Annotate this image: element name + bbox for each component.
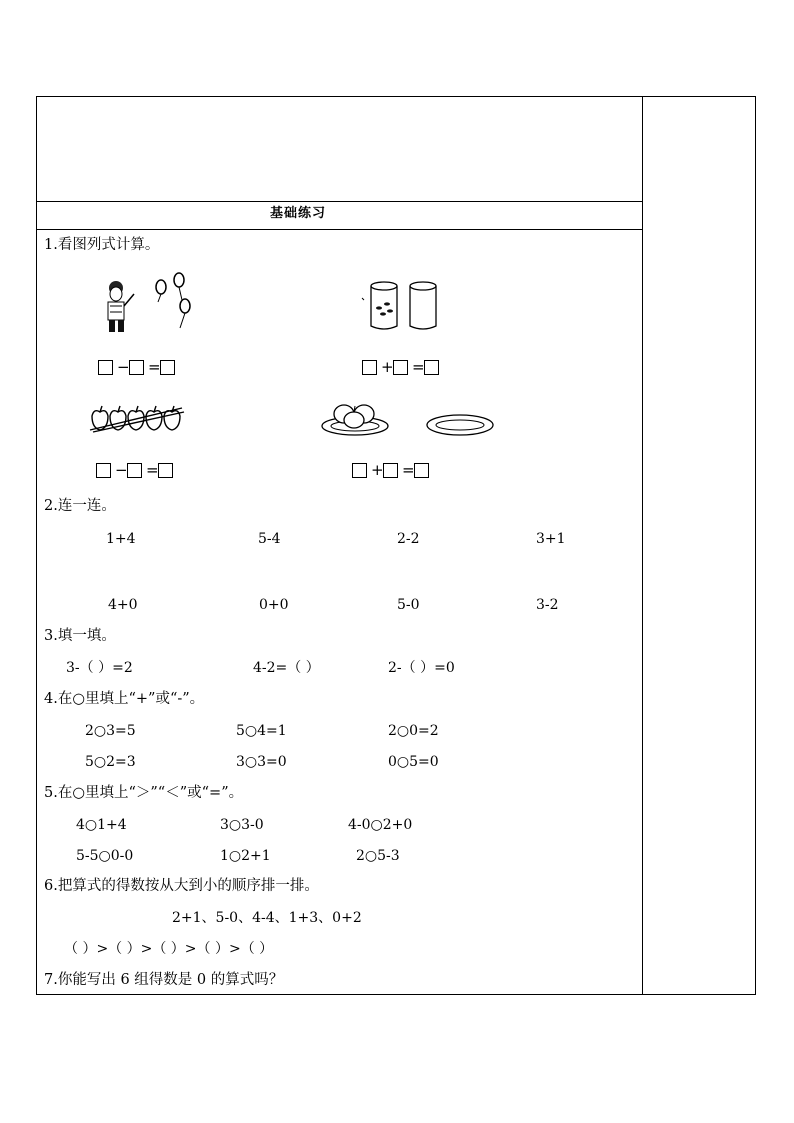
answer-box[interactable] <box>96 463 111 478</box>
answer-box[interactable] <box>393 360 408 375</box>
answer-box[interactable] <box>129 360 144 375</box>
answer-box[interactable] <box>98 360 113 375</box>
compare-item[interactable]: 4-0○2+0 <box>348 817 413 833</box>
title-divider <box>36 229 643 230</box>
plate-with-fruit-illustration <box>320 396 390 438</box>
answer-box[interactable] <box>362 360 377 375</box>
crossed-apples-illustration <box>90 404 186 434</box>
equals-sign: = <box>146 461 159 479</box>
compare-item[interactable]: 2○0=2 <box>388 723 439 739</box>
expressions-list: 2+1、5-0、4-4、1+3、0+2 <box>172 910 362 926</box>
match-item-bottom[interactable]: 0+0 <box>259 597 289 613</box>
answer-box[interactable] <box>127 463 142 478</box>
answer-box[interactable] <box>383 463 398 478</box>
question-2-title: 2.连一连。 <box>44 498 116 514</box>
equals-sign: = <box>402 461 415 479</box>
fill-blank-item[interactable]: 3-（ ）=2 <box>66 660 133 676</box>
column-divider <box>642 96 643 995</box>
equals-sign: = <box>148 358 161 376</box>
match-item-top[interactable]: 3+1 <box>536 531 566 547</box>
empty-plate-illustration <box>426 412 496 438</box>
question-3-title: 3.填一填。 <box>44 628 116 644</box>
operator: + <box>381 358 394 376</box>
answer-box[interactable] <box>424 360 439 375</box>
question-6-title: 6.把算式的得数按从大到小的顺序排一排。 <box>44 878 319 894</box>
equation-3 <box>96 461 173 479</box>
equation-4 <box>352 461 429 479</box>
answer-box[interactable] <box>160 360 175 375</box>
question-7-title: 7.你能写出 6 组得数是 0 的算式吗？ <box>44 972 284 988</box>
match-item-bottom[interactable]: 5-0 <box>397 597 420 613</box>
fill-blank-item[interactable]: 4-2=（ ） <box>253 660 320 676</box>
compare-item[interactable]: 5○4=1 <box>236 723 287 739</box>
operator: + <box>371 461 384 479</box>
compare-item[interactable]: 2○3=5 <box>85 723 136 739</box>
answer-box[interactable] <box>352 463 367 478</box>
header-divider <box>36 201 643 202</box>
question-5-title: 5.在○里填上“＞”“＜”或“=”。 <box>44 785 244 801</box>
equation-1 <box>98 358 175 376</box>
equals-sign: = <box>412 358 425 376</box>
question-4-title: 4.在○里填上“+”或“-”。 <box>44 691 205 707</box>
compare-item[interactable]: 1○2+1 <box>220 848 271 864</box>
two-cups-illustration <box>360 280 444 332</box>
compare-item[interactable]: 5○2=3 <box>85 754 136 770</box>
compare-item[interactable]: 3○3=0 <box>236 754 287 770</box>
answer-box[interactable] <box>414 463 429 478</box>
question-1-title: 1.看图列式计算。 <box>44 237 160 253</box>
compare-item[interactable]: 5-5○0-0 <box>76 848 134 864</box>
compare-item[interactable]: 4○1+4 <box>76 817 127 833</box>
section-title: 基础练习 <box>270 206 327 221</box>
compare-item[interactable]: 3○3-0 <box>220 817 264 833</box>
operator: − <box>115 461 128 479</box>
equation-2 <box>362 358 439 376</box>
fill-blank-item[interactable]: 2-（ ）=0 <box>388 660 455 676</box>
match-item-top[interactable]: 1+4 <box>106 531 136 547</box>
match-item-bottom[interactable]: 3-2 <box>536 597 559 613</box>
match-item-top[interactable]: 5-4 <box>258 531 281 547</box>
boy-with-balloons-illustration <box>100 272 200 336</box>
compare-item[interactable]: 0○5=0 <box>388 754 439 770</box>
compare-item[interactable]: 2○5-3 <box>356 848 400 864</box>
match-item-bottom[interactable]: 4+0 <box>108 597 138 613</box>
operator: − <box>117 358 130 376</box>
ordering-answer-blanks[interactable]: （ ）>（ ）>（ ）>（ ）>（ ） <box>64 941 274 957</box>
answer-box[interactable] <box>158 463 173 478</box>
match-item-top[interactable]: 2-2 <box>397 531 420 547</box>
